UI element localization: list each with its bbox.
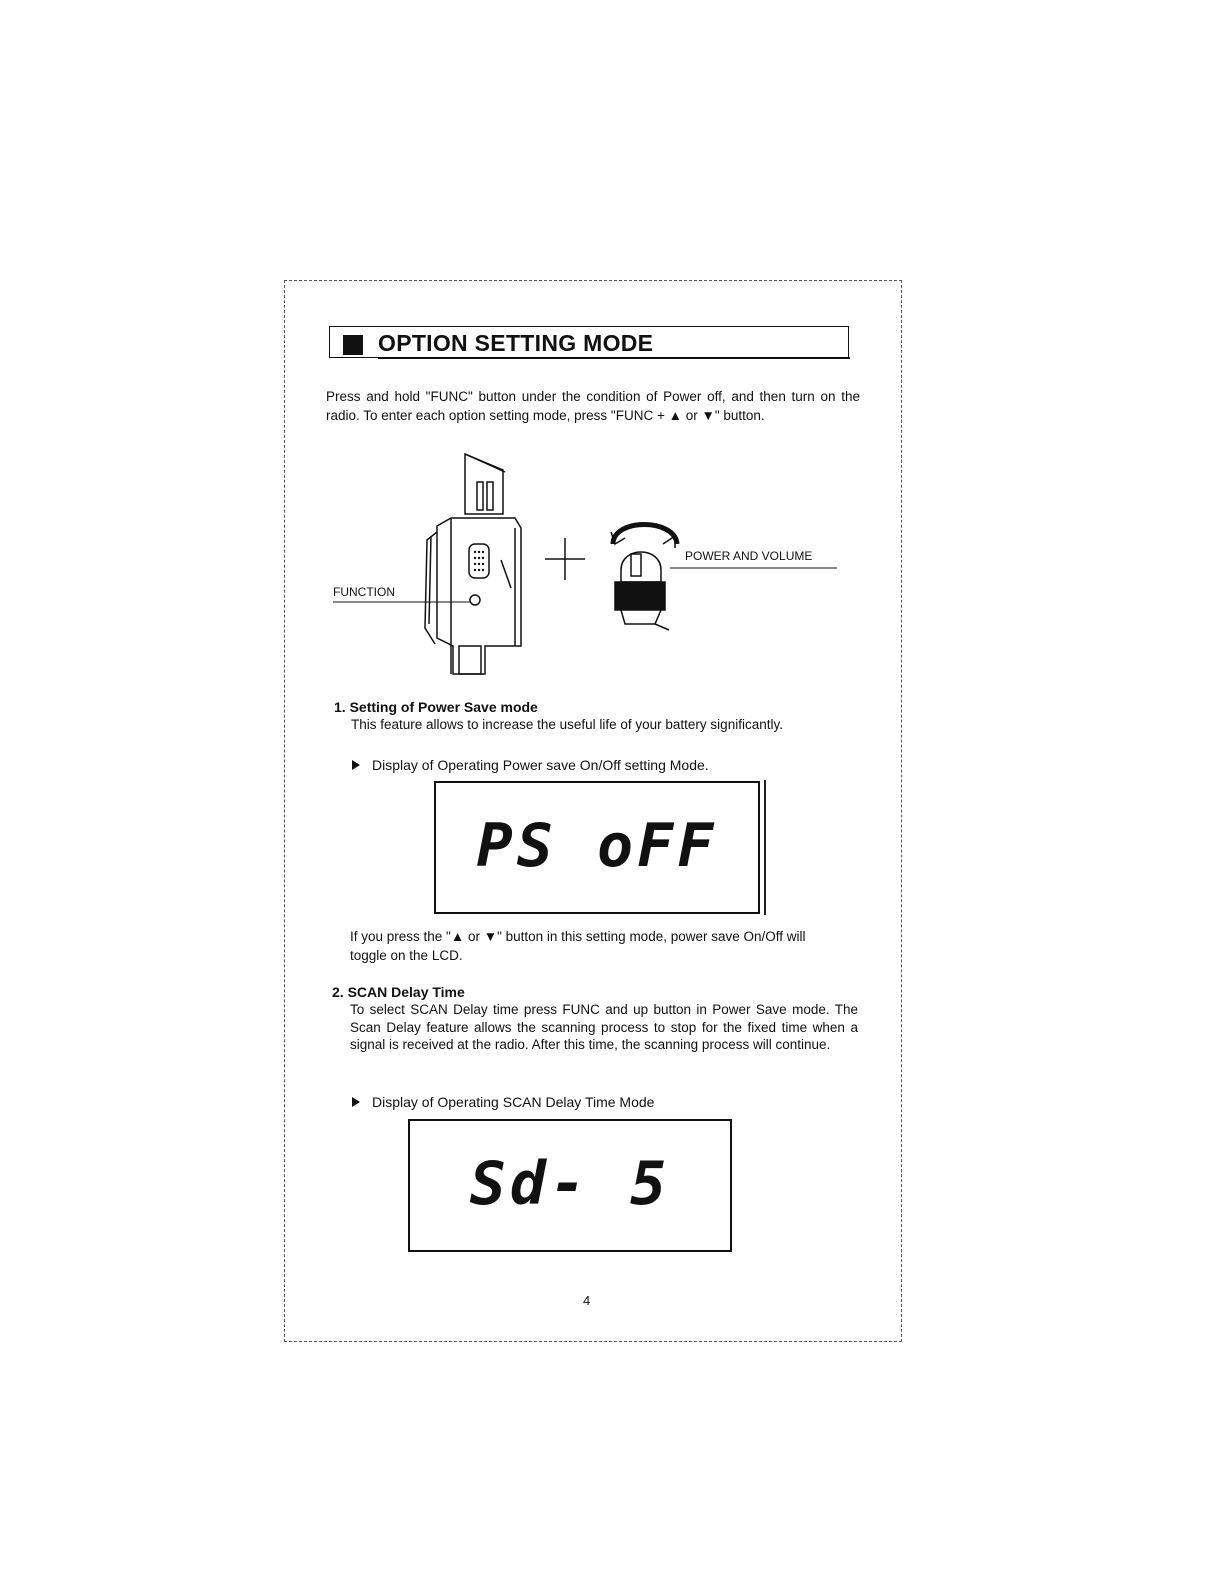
triangle-bullet-icon bbox=[352, 1097, 360, 1107]
lcd-display-scan-delay bbox=[408, 1119, 732, 1252]
toggle-note: If you press the "▲ or ▼" button in this setting mode, power save On/Off will toggle on the LCD. bbox=[350, 929, 806, 963]
page-number: 4 bbox=[583, 1293, 591, 1308]
title-bullet-square bbox=[343, 335, 363, 355]
radio-icon bbox=[425, 454, 521, 674]
scan-delay-description: To select SCAN Delay time press FUNC and up button in Power Save mode. The Scan Delay feature allows the scanning process to stop for the fixed time when a signal is received at the radio. After this time, the scanning process will continue. bbox=[350, 1002, 858, 1052]
function-label: FUNCTION bbox=[333, 585, 395, 599]
section-title: OPTION SETTING MODE bbox=[378, 330, 654, 356]
power-volume-knob-icon bbox=[611, 525, 677, 631]
lcd-text: PS oFF bbox=[476, 811, 718, 881]
intro-paragraph: Press and hold "FUNC" button under the condition of Power off, and then turn on the radio. To enter each option setting mode, press "FUNC + ▲ or ▼" button. bbox=[326, 389, 860, 423]
power-save-heading: 1. Setting of Power Save mode bbox=[334, 699, 538, 715]
lcd-edge bbox=[764, 780, 766, 915]
lcd-display-power-save bbox=[434, 781, 760, 914]
scan-delay-display-caption: Display of Operating SCAN Delay Time Mode bbox=[352, 1094, 654, 1110]
title-underline bbox=[378, 357, 850, 359]
power-save-display-caption: Display of Operating Power save On/Off setting Mode. bbox=[352, 757, 709, 773]
radio-illustration bbox=[325, 448, 845, 680]
triangle-bullet-icon bbox=[352, 760, 360, 770]
scan-delay-heading: 2. SCAN Delay Time bbox=[332, 984, 465, 1000]
plus-icon bbox=[545, 538, 585, 580]
lcd-text: Sd- 5 bbox=[469, 1149, 671, 1219]
power-volume-label: POWER AND VOLUME bbox=[685, 549, 813, 563]
power-save-description: This feature allows to increase the useful life of your battery significantly. bbox=[351, 717, 783, 732]
ptt-grille-icon bbox=[474, 551, 484, 571]
